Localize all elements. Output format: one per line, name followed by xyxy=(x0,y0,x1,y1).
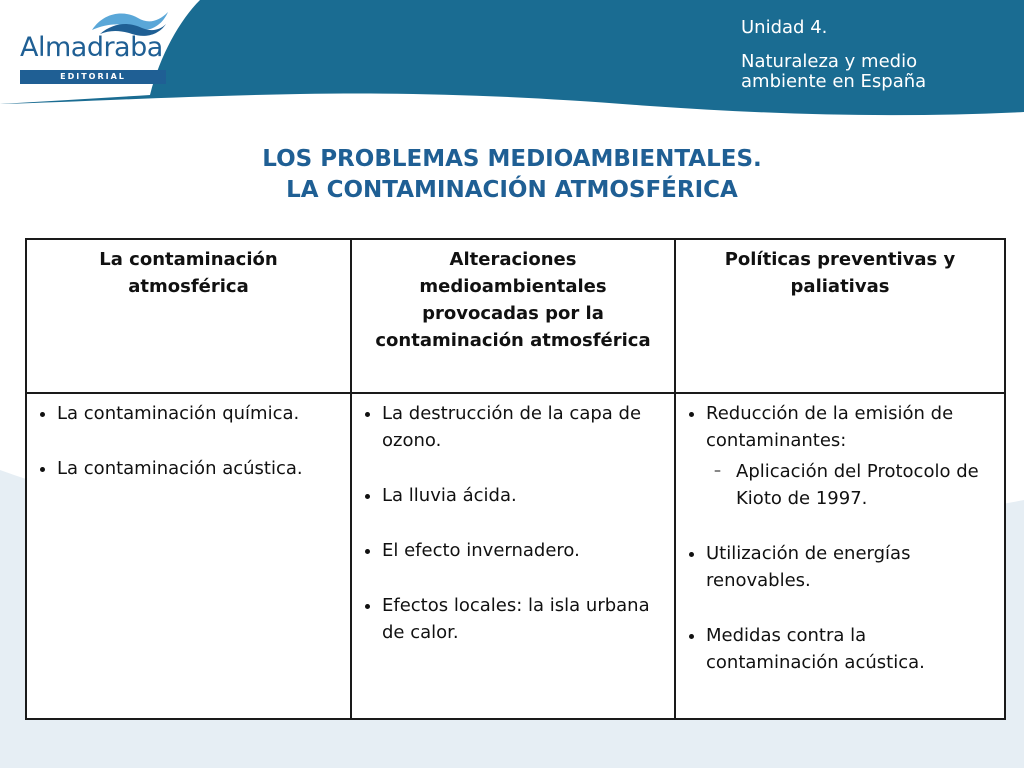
table-cell-col2 xyxy=(351,393,675,719)
list-item: • La contaminación química. xyxy=(57,400,340,427)
table-cell-col1 xyxy=(26,393,351,719)
slide-title xyxy=(0,144,1024,206)
header-cell: Políticas preventivas y paliativas xyxy=(675,239,1005,393)
logo-subtitle: EDITORIAL xyxy=(20,70,166,84)
list-item: • La lluvia ácida. xyxy=(382,482,664,509)
logo-name: Almadraba xyxy=(20,32,163,63)
table-cell-col3 xyxy=(675,393,1005,719)
table-header-row xyxy=(26,239,1005,393)
unit-number: Unidad 4. xyxy=(741,17,828,38)
header-cell: La contaminación atmosférica xyxy=(26,239,351,393)
slide-title-line1: LOS PROBLEMAS MEDIOAMBIENTALES. xyxy=(262,146,762,172)
list-item: • La contaminación acústica. xyxy=(57,455,340,482)
list-item-text: Reducción de la emisión de contaminantes: xyxy=(706,403,954,451)
list-item: • Utilización de energías renovables. xyxy=(706,540,994,594)
content-table xyxy=(25,238,1006,720)
list-item: • La destrucción de la capa de ozono. xyxy=(382,400,664,454)
sub-list-item: – Aplicación del Protocolo de Kioto de 1997. xyxy=(736,458,994,512)
almadraba-logo xyxy=(20,8,170,82)
unit-title-line1: Naturaleza y medio xyxy=(741,51,918,72)
unit-title-line2: ambiente en España xyxy=(741,71,927,92)
header-cell: Alteraciones medioambientales provocadas por la contaminación atmosférica xyxy=(351,239,675,393)
list-item: • El efecto invernadero. xyxy=(382,537,664,564)
list-item: • Efectos locales: la isla urbana de calor. xyxy=(382,592,664,646)
slide-title-line2: LA CONTAMINACIÓN ATMOSFÉRICA xyxy=(286,177,738,203)
list-item xyxy=(706,400,994,512)
table-row xyxy=(26,393,1005,719)
unit-heading xyxy=(741,18,1011,92)
list-item: • Medidas contra la contaminación acústica. xyxy=(706,622,994,676)
